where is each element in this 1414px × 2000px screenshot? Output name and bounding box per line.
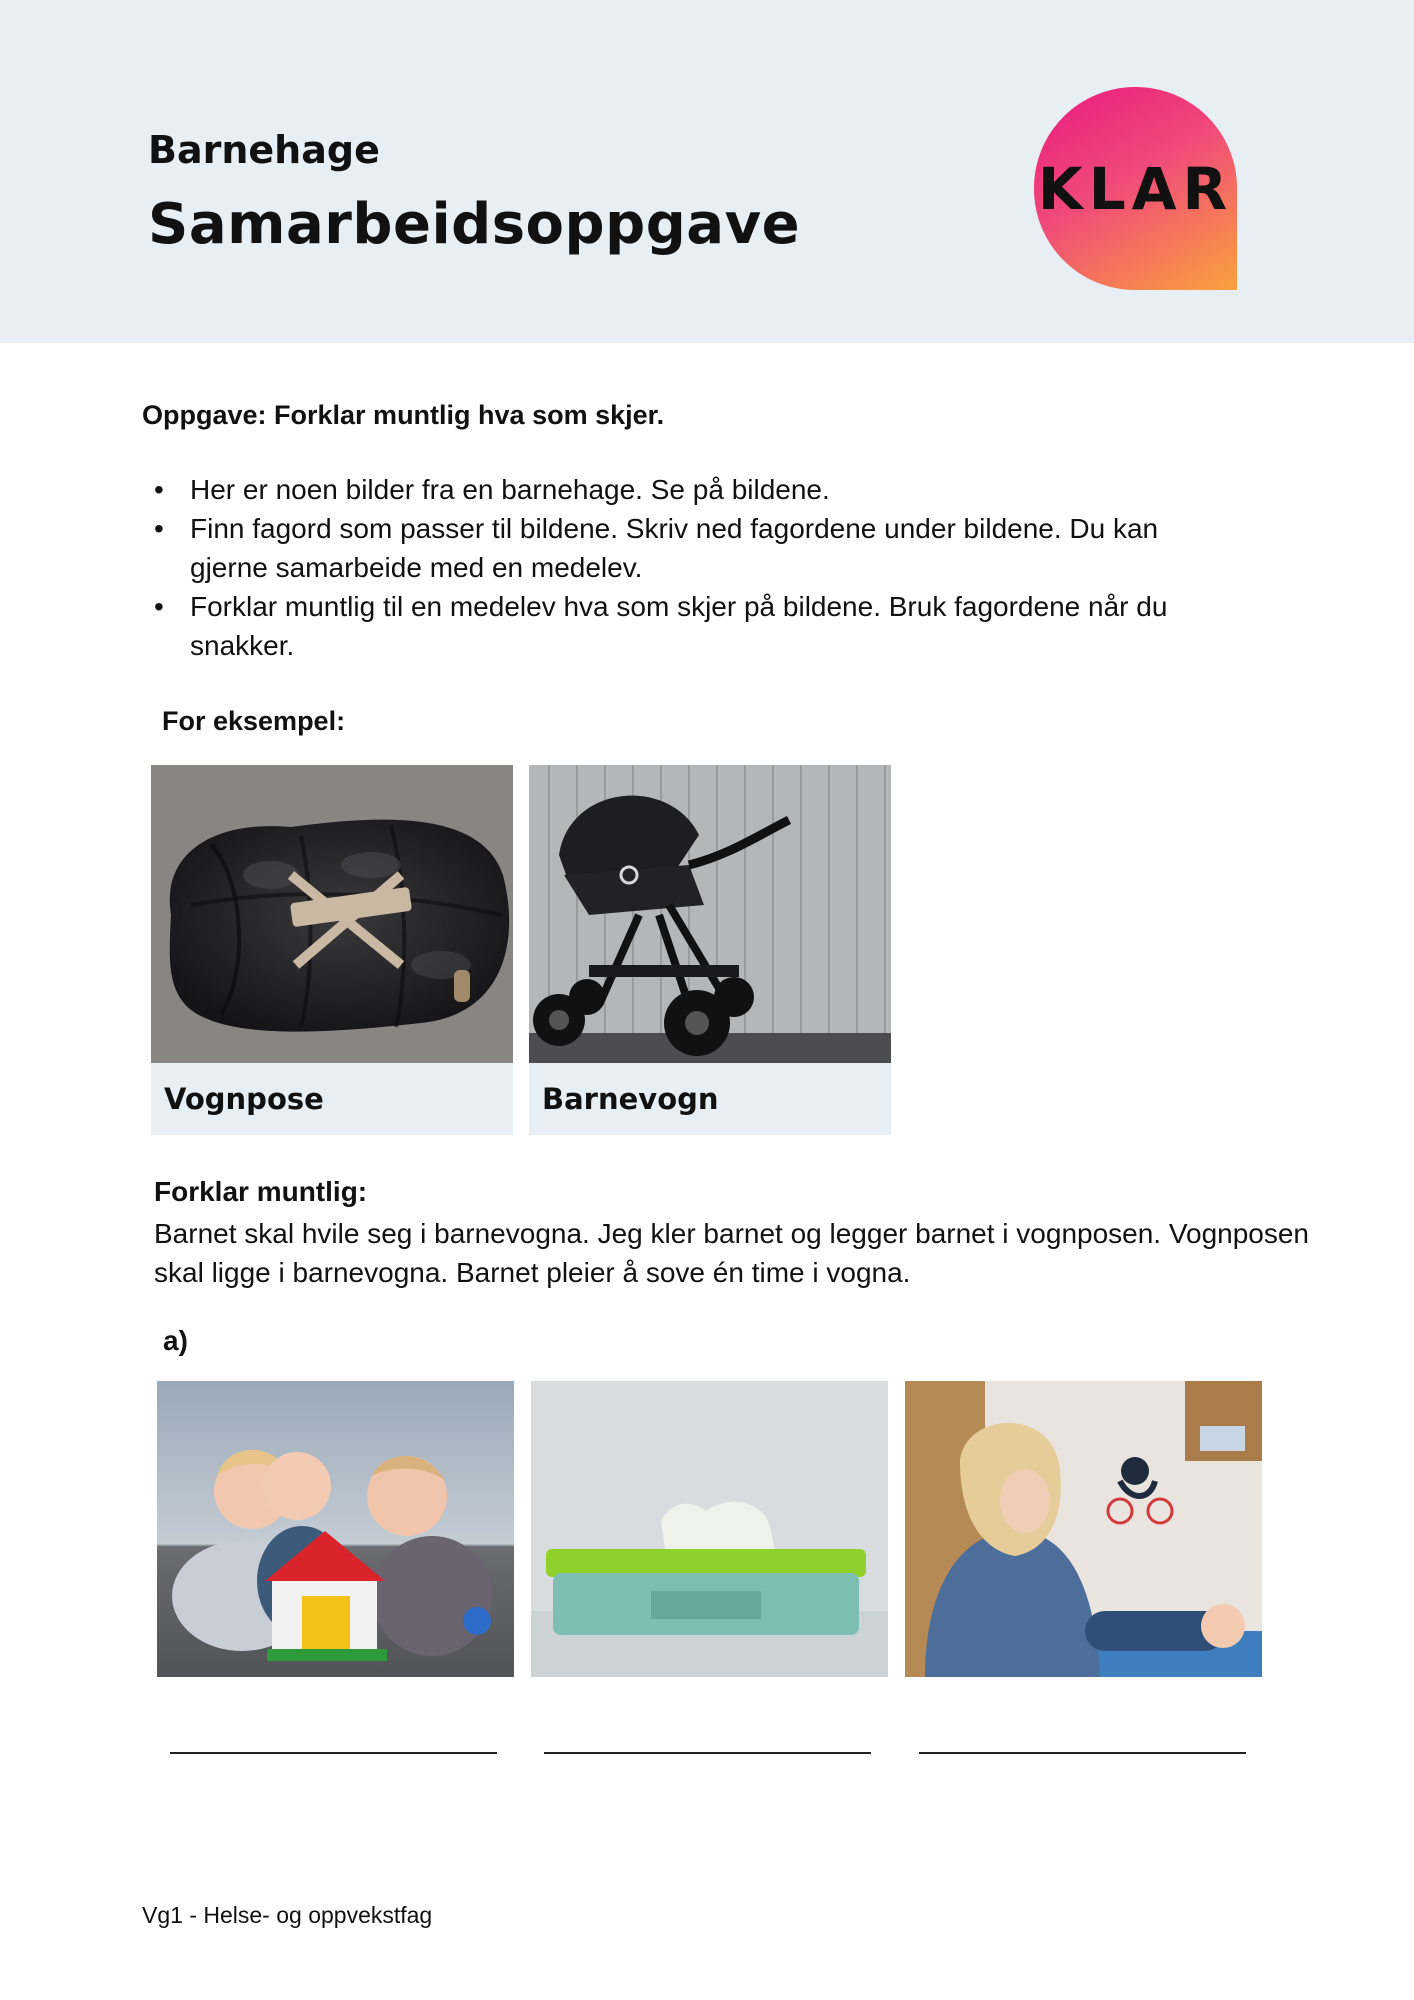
task-bullet-list (142, 470, 1222, 665)
children-playing-photo (157, 1381, 514, 1677)
klar-logo (1034, 87, 1237, 290)
wet-wipes-box-photo (531, 1381, 888, 1677)
answer-line[interactable] (919, 1752, 1246, 1754)
subject-label: Barnehage (148, 128, 380, 172)
page-title: Samarbeidsoppgave (148, 192, 801, 257)
example-label: For eksempel: (162, 706, 346, 736)
task-bullet: • Forklar muntlig til en medelev hva som skjer på bildene. Bruk fagordene når du snakker. (142, 587, 1222, 665)
logo-text: KLAR (1037, 154, 1234, 223)
explanation-text: Barnet skal hvile seg i barnevogna. Jeg kler barnet og legger barnet i vognposen. Vognposen skal ligge i barnevogna. Barnet pleier å sove én time i vogna. (154, 1218, 1309, 1288)
header-band (0, 0, 1414, 343)
diaper-changing-photo (905, 1381, 1262, 1677)
answer-line[interactable] (544, 1752, 871, 1754)
task-bullet: • Finn fagord som passer til bildene. Skriv ned fagordene under bildene. Du kan gjerne samarbeide med en medelev. (142, 509, 1222, 587)
section-a-label: a) (163, 1325, 188, 1356)
answer-line[interactable] (170, 1752, 497, 1754)
example-card-sleeping-bag (151, 765, 513, 1135)
example-caption: Barnevogn (529, 1063, 891, 1135)
stroller-photo (529, 765, 891, 1063)
example-caption: Vognpose (151, 1063, 513, 1135)
example-card-stroller (529, 765, 891, 1135)
task-title: Oppgave: Forklar muntlig hva som skjer. (142, 400, 665, 430)
task-bullet: • Her er noen bilder fra en barnehage. Se på bildene. (142, 470, 1222, 509)
footer-course-label: Vg1 - Helse- og oppvekstfag (142, 1902, 433, 1928)
explanation-label: Forklar muntlig: (154, 1176, 368, 1207)
sleeping-bag-photo (151, 765, 513, 1063)
